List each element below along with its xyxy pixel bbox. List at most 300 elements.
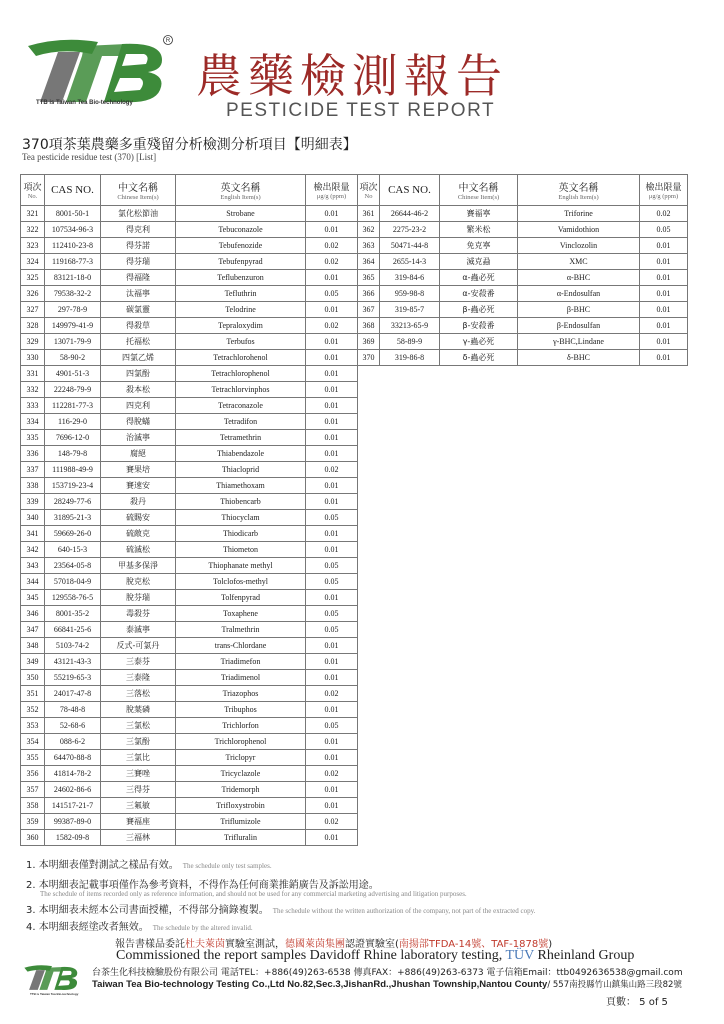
cell-no: 348 xyxy=(21,638,45,654)
cell-en-name: α-Endosulfan xyxy=(518,286,640,302)
cell-limit: 0.01 xyxy=(306,830,358,846)
cell-no: 345 xyxy=(21,590,45,606)
cell-no: 347 xyxy=(21,622,45,638)
table-row xyxy=(358,270,688,286)
cell-no: 322 xyxy=(21,222,45,238)
cell-en-name: Vamidothion xyxy=(518,222,640,238)
cell-en-name: δ-BHC xyxy=(518,350,640,366)
cell-cas: 31895-21-3 xyxy=(45,510,101,526)
note-2: 2. 本明細表記載事項僅作為參考資料，不得作為任何商業推銷廣告及訴訟用途。 xyxy=(26,880,379,891)
cell-limit: 0.01 xyxy=(640,334,688,350)
cell-cas: 24017-47-8 xyxy=(45,686,101,702)
table-row xyxy=(21,542,358,558)
cell-cas: 319-86-8 xyxy=(380,350,440,366)
table-row xyxy=(21,750,358,766)
cell-en-name: Terbufos xyxy=(176,334,306,350)
cell-en-name: Thiophanate methyl xyxy=(176,558,306,574)
cell-zh-name: 殺丹 xyxy=(101,494,176,510)
cell-cas: 4901-51-3 xyxy=(45,366,101,382)
table-row xyxy=(21,782,358,798)
table-row xyxy=(21,286,358,302)
cell-no: 357 xyxy=(21,782,45,798)
cell-cas: 28249-77-6 xyxy=(45,494,101,510)
table-row xyxy=(21,206,358,222)
cell-zh-name: 殺本松 xyxy=(101,382,176,398)
cell-zh-name: 繁米松 xyxy=(440,222,518,238)
cell-limit: 0.05 xyxy=(306,622,358,638)
cell-cas: 8001-50-1 xyxy=(45,206,101,222)
cell-limit: 0.01 xyxy=(306,590,358,606)
cell-zh-name: 滅克蝨 xyxy=(440,254,518,270)
cell-en-name: Teflubenzuron xyxy=(176,270,306,286)
cell-zh-name: 脫芬瑞 xyxy=(101,590,176,606)
cell-no: 353 xyxy=(21,718,45,734)
cell-en-name: Triflumizole xyxy=(176,814,306,830)
table-row xyxy=(21,590,358,606)
cell-cas: 088-6-2 xyxy=(45,734,101,750)
cell-cas: 319-85-7 xyxy=(380,302,440,318)
cell-no: 350 xyxy=(21,670,45,686)
cell-zh-name: 三氯比 xyxy=(101,750,176,766)
cell-no: 351 xyxy=(21,686,45,702)
cell-cas: 52-68-6 xyxy=(45,718,101,734)
cell-cas: 129558-76-5 xyxy=(45,590,101,606)
cell-en-name: Triforine xyxy=(518,206,640,222)
cell-en-name: β-BHC xyxy=(518,302,640,318)
cell-en-name: Thiacloprid xyxy=(176,462,306,478)
table-row xyxy=(21,414,358,430)
cell-no: 324 xyxy=(21,254,45,270)
cell-no: 368 xyxy=(358,318,380,334)
pesticide-table-right xyxy=(357,174,688,366)
cell-en-name: Tefluthrin xyxy=(176,286,306,302)
cell-en-name: Thiobencarb xyxy=(176,494,306,510)
cell-no: 362 xyxy=(358,222,380,238)
cell-limit: 0.05 xyxy=(306,286,358,302)
cell-no: 339 xyxy=(21,494,45,510)
cell-no: 328 xyxy=(21,318,45,334)
cell-cas: 112281-77-3 xyxy=(45,398,101,414)
cell-cas: 111988-49-9 xyxy=(45,462,101,478)
cell-cas: 2275-23-2 xyxy=(380,222,440,238)
table-row xyxy=(358,254,688,270)
table-row xyxy=(21,270,358,286)
note-2-en: The schedule of items recorded only as reference information, and should not be used for any commercial marketing advertising and litigation purposes. xyxy=(40,890,467,898)
cell-en-name: Trifloxystrobin xyxy=(176,798,306,814)
cell-zh-name: 四克利 xyxy=(101,398,176,414)
cell-no: 321 xyxy=(21,206,45,222)
cell-no: 343 xyxy=(21,558,45,574)
cell-no: 369 xyxy=(358,334,380,350)
table-row xyxy=(21,526,358,542)
cell-cas: 141517-21-7 xyxy=(45,798,101,814)
cell-no: 332 xyxy=(21,382,45,398)
cell-no: 338 xyxy=(21,478,45,494)
cell-no: 333 xyxy=(21,398,45,414)
table-row xyxy=(21,654,358,670)
table-row xyxy=(21,830,358,846)
cell-limit: 0.01 xyxy=(640,318,688,334)
cell-en-name: Thiocyclam xyxy=(176,510,306,526)
note-4: 4. 本明細表經塗改者無效。 The schedule by the altered invalid. xyxy=(26,922,253,933)
cell-no: 370 xyxy=(358,350,380,366)
cell-en-name: Tebuconazole xyxy=(176,222,306,238)
cell-zh-name: 氯化松節油 xyxy=(101,206,176,222)
note-1: 1. 本明細表僅對測試之樣品有效。 The schedule only test samples. xyxy=(26,860,272,871)
cell-limit: 0.01 xyxy=(640,350,688,366)
cell-en-name: Tralmethrin xyxy=(176,622,306,638)
cell-limit: 0.05 xyxy=(640,222,688,238)
cell-en-name: Strobane xyxy=(176,206,306,222)
cell-en-name: XMC xyxy=(518,254,640,270)
cell-en-name: Thiamethoxam xyxy=(176,478,306,494)
table-header-row xyxy=(358,175,688,206)
table-row xyxy=(21,718,358,734)
cell-no: 367 xyxy=(358,302,380,318)
table-row xyxy=(21,606,358,622)
cell-limit: 0.01 xyxy=(640,302,688,318)
table-header-row xyxy=(21,175,358,206)
cell-limit: 0.01 xyxy=(306,206,358,222)
cell-no: 363 xyxy=(358,238,380,254)
cell-cas: 297-78-9 xyxy=(45,302,101,318)
table-row xyxy=(21,478,358,494)
cell-en-name: Tridemorph xyxy=(176,782,306,798)
cell-en-name: β-Endosulfan xyxy=(518,318,640,334)
cell-en-name: Tolfenpyrad xyxy=(176,590,306,606)
cell-zh-name: 得脫蟎 xyxy=(101,414,176,430)
table-row xyxy=(358,334,688,350)
cell-en-name: Tetramethrin xyxy=(176,430,306,446)
cell-cas: 148-79-8 xyxy=(45,446,101,462)
cell-en-name: Trichlorophenol xyxy=(176,734,306,750)
cell-cas: 107534-96-3 xyxy=(45,222,101,238)
table-row xyxy=(358,238,688,254)
cell-limit: 0.02 xyxy=(306,686,358,702)
cell-limit: 0.02 xyxy=(640,206,688,222)
cell-zh-name: 毒殺芬 xyxy=(101,606,176,622)
cell-en-name: Tetraconazole xyxy=(176,398,306,414)
col-header-no: 項次 No xyxy=(358,175,380,206)
cell-cas: 119168-77-3 xyxy=(45,254,101,270)
table-row xyxy=(21,302,358,318)
cell-zh-name: 三氯松 xyxy=(101,718,176,734)
cell-limit: 0.01 xyxy=(306,782,358,798)
cell-no: 349 xyxy=(21,654,45,670)
cell-cas: 64470-88-8 xyxy=(45,750,101,766)
cell-limit: 0.01 xyxy=(306,702,358,718)
cell-no: 366 xyxy=(358,286,380,302)
cell-cas: 23564-05-8 xyxy=(45,558,101,574)
cell-no: 365 xyxy=(358,270,380,286)
cell-limit: 0.01 xyxy=(640,238,688,254)
cell-cas: 7696-12-0 xyxy=(45,430,101,446)
cell-no: 352 xyxy=(21,702,45,718)
cell-en-name: Tebufenozide xyxy=(176,238,306,254)
cell-en-name: Triclopyr xyxy=(176,750,306,766)
cell-cas: 78-48-8 xyxy=(45,702,101,718)
col-header-zh-name: 中文名稱 Chinese Item(s) xyxy=(440,175,518,206)
cell-en-name: α-BHC xyxy=(518,270,640,286)
cell-cas: 41814-78-2 xyxy=(45,766,101,782)
cell-limit: 0.01 xyxy=(306,798,358,814)
cell-zh-name: 得殺草 xyxy=(101,318,176,334)
cell-limit: 0.01 xyxy=(306,526,358,542)
cell-cas: 149979-41-9 xyxy=(45,318,101,334)
col-header-limit: 檢出限量 μg/g (ppm) xyxy=(640,175,688,206)
cell-zh-name: 三氟敏 xyxy=(101,798,176,814)
cell-zh-name: 得芬瑞 xyxy=(101,254,176,270)
cell-limit: 0.01 xyxy=(306,446,358,462)
cell-limit: 0.02 xyxy=(306,254,358,270)
table-row xyxy=(21,766,358,782)
cell-no: 355 xyxy=(21,750,45,766)
cell-no: 358 xyxy=(21,798,45,814)
cell-zh-name: 碳氯靈 xyxy=(101,302,176,318)
cell-zh-name: 免克寧 xyxy=(440,238,518,254)
cell-limit: 0.01 xyxy=(306,302,358,318)
cell-cas: 66841-25-6 xyxy=(45,622,101,638)
cell-zh-name: 脫克松 xyxy=(101,574,176,590)
cell-cas: 79538-32-2 xyxy=(45,286,101,302)
col-header-cas: CAS NO. xyxy=(380,175,440,206)
cell-zh-name: α-安殺番 xyxy=(440,286,518,302)
cell-cas: 24602-86-6 xyxy=(45,782,101,798)
cell-limit: 0.02 xyxy=(306,238,358,254)
cell-cas: 116-29-0 xyxy=(45,414,101,430)
cell-limit: 0.02 xyxy=(306,318,358,334)
cell-cas: 50471-44-8 xyxy=(380,238,440,254)
cell-limit: 0.01 xyxy=(306,398,358,414)
commission-statement-en: Commissioned the report samples Davidoff Rhine laboratory testing, TÜV Rheinland Group xyxy=(116,948,635,963)
table-row xyxy=(21,398,358,414)
table-row xyxy=(358,318,688,334)
cell-no: 327 xyxy=(21,302,45,318)
cell-no: 342 xyxy=(21,542,45,558)
cell-limit: 0.01 xyxy=(306,750,358,766)
cell-no: 337 xyxy=(21,462,45,478)
cell-limit: 0.01 xyxy=(306,478,358,494)
cell-en-name: Trifluralin xyxy=(176,830,306,846)
cell-cas: 13071-79-9 xyxy=(45,334,101,350)
cell-en-name: Tetradifon xyxy=(176,414,306,430)
cell-no: 334 xyxy=(21,414,45,430)
cell-no: 341 xyxy=(21,526,45,542)
table-row xyxy=(358,206,688,222)
cell-cas: 33213-65-9 xyxy=(380,318,440,334)
table-row xyxy=(21,686,358,702)
table-row xyxy=(21,222,358,238)
cell-no: 325 xyxy=(21,270,45,286)
cell-no: 323 xyxy=(21,238,45,254)
cell-en-name: Trichlorfon xyxy=(176,718,306,734)
logo-caption: TTB is Taiwan Tea Bio-technology xyxy=(36,100,133,106)
table-row xyxy=(21,430,358,446)
cell-limit: 0.02 xyxy=(306,462,358,478)
cell-en-name: Triazophos xyxy=(176,686,306,702)
cell-en-name: trans-Chlordane xyxy=(176,638,306,654)
table-row xyxy=(358,302,688,318)
cell-en-name: Toxaphene xyxy=(176,606,306,622)
cell-limit: 0.01 xyxy=(306,734,358,750)
cell-no: 326 xyxy=(21,286,45,302)
cell-en-name: Tolclofos-methyl xyxy=(176,574,306,590)
table-row xyxy=(21,702,358,718)
cell-cas: 55219-65-3 xyxy=(45,670,101,686)
cell-cas: 58-90-2 xyxy=(45,350,101,366)
col-header-no: 項次 No. xyxy=(21,175,45,206)
cell-limit: 0.05 xyxy=(306,510,358,526)
table-row xyxy=(21,670,358,686)
cell-no: 335 xyxy=(21,430,45,446)
cell-zh-name: β-安殺番 xyxy=(440,318,518,334)
cell-cas: 640-15-3 xyxy=(45,542,101,558)
note-3: 3. 本明細表未經本公司書面授權，不得部分摘錄複製。 The schedule without the written authorization of the company, not part of the extracted copy. xyxy=(26,905,536,916)
table-row xyxy=(21,254,358,270)
cell-limit: 0.02 xyxy=(306,814,358,830)
table-row xyxy=(21,238,358,254)
table-row xyxy=(358,286,688,302)
svg-text:R: R xyxy=(165,38,171,44)
col-header-zh-name: 中文名稱 Chinese Item(s) xyxy=(101,175,176,206)
table-row xyxy=(358,350,688,366)
cell-limit: 0.01 xyxy=(640,286,688,302)
cell-zh-name: 四氯酚 xyxy=(101,366,176,382)
cell-zh-name: 得克利 xyxy=(101,222,176,238)
cell-zh-name: β-蟲必死 xyxy=(440,302,518,318)
cell-limit: 0.01 xyxy=(306,270,358,286)
table-row xyxy=(21,366,358,382)
company-address: Taiwan Tea Bio-technology Testing Co.,Ltd No.82,Sec.3,JishanRd.,Jhushan Township,Nantou County/ 557南投縣竹山鎮集山路三段82號 xyxy=(92,979,682,990)
cell-zh-name: 賽果培 xyxy=(101,462,176,478)
cell-zh-name: 硫賜安 xyxy=(101,510,176,526)
cell-zh-name: 三泰隆 xyxy=(101,670,176,686)
table-row xyxy=(21,382,358,398)
cell-limit: 0.05 xyxy=(306,558,358,574)
cell-zh-name: 脫葉磷 xyxy=(101,702,176,718)
cell-cas: 57018-04-9 xyxy=(45,574,101,590)
cell-no: 354 xyxy=(21,734,45,750)
cell-zh-name: 三賽唑 xyxy=(101,766,176,782)
cell-limit: 0.05 xyxy=(306,718,358,734)
cell-zh-name: 腐絕 xyxy=(101,446,176,462)
cell-zh-name: 三得芬 xyxy=(101,782,176,798)
cell-zh-name: 三泰芬 xyxy=(101,654,176,670)
footer-ttb-logo xyxy=(22,960,82,996)
table-row xyxy=(21,734,358,750)
cell-cas: 1582-09-8 xyxy=(45,830,101,846)
cell-en-name: Tepraloxydim xyxy=(176,318,306,334)
cell-cas: 112410-23-8 xyxy=(45,238,101,254)
cell-en-name: Vinclozolin xyxy=(518,238,640,254)
table-row xyxy=(21,510,358,526)
cell-zh-name: 托福松 xyxy=(101,334,176,350)
table-row xyxy=(358,222,688,238)
cell-limit: 0.02 xyxy=(306,766,358,782)
table-row xyxy=(21,814,358,830)
cell-zh-name: α-蟲必死 xyxy=(440,270,518,286)
table-row xyxy=(21,798,358,814)
cell-cas: 153719-23-4 xyxy=(45,478,101,494)
cell-zh-name: 得福隆 xyxy=(101,270,176,286)
report-title-en: PESTICIDE TEST REPORT xyxy=(226,100,496,121)
cell-no: 364 xyxy=(358,254,380,270)
cell-zh-name: 賽福寧 xyxy=(440,206,518,222)
pesticide-table-left xyxy=(20,174,358,846)
cell-limit: 0.05 xyxy=(306,606,358,622)
cell-en-name: Tetrachlorvinphos xyxy=(176,382,306,398)
cell-en-name: Triadimenol xyxy=(176,670,306,686)
cell-limit: 0.01 xyxy=(306,382,358,398)
cell-zh-name: 賽福座 xyxy=(101,814,176,830)
cell-limit: 0.01 xyxy=(306,350,358,366)
cell-zh-name: 得芬諾 xyxy=(101,238,176,254)
cell-zh-name: 反式-可氯丹 xyxy=(101,638,176,654)
cell-zh-name: 賽速安 xyxy=(101,478,176,494)
cell-cas: 99387-89-0 xyxy=(45,814,101,830)
cell-zh-name: 三落松 xyxy=(101,686,176,702)
cell-en-name: Tribuphos xyxy=(176,702,306,718)
cell-limit: 0.01 xyxy=(306,366,358,382)
col-header-cas: CAS NO. xyxy=(45,175,101,206)
cell-zh-name: 三氯酚 xyxy=(101,734,176,750)
cell-no: 329 xyxy=(21,334,45,350)
cell-limit: 0.01 xyxy=(306,222,358,238)
cell-cas: 959-98-8 xyxy=(380,286,440,302)
table-row xyxy=(21,334,358,350)
cell-limit: 0.01 xyxy=(306,542,358,558)
cell-cas: 22248-79-9 xyxy=(45,382,101,398)
cell-no: 336 xyxy=(21,446,45,462)
cell-en-name: Tetrachlorophenol xyxy=(176,366,306,382)
cell-zh-name: 治滅寧 xyxy=(101,430,176,446)
table-row xyxy=(21,558,358,574)
section-subtitle: Tea pesticide residue test (370) [List] xyxy=(22,152,157,162)
page-number: 頁數： 5 of 5 xyxy=(606,997,668,1008)
cell-zh-name: δ-蟲必死 xyxy=(440,350,518,366)
table-row xyxy=(21,622,358,638)
cell-limit: 0.01 xyxy=(306,654,358,670)
cell-limit: 0.01 xyxy=(306,638,358,654)
cell-zh-name: 硫滅松 xyxy=(101,542,176,558)
commission-statement-zh: 報告書樣品委託杜夫萊茵實驗室測試，德國萊茵集團認證實驗室(南揚部TFDA-14號、TAF-1878號) xyxy=(115,939,553,950)
cell-no: 330 xyxy=(21,350,45,366)
cell-limit: 0.01 xyxy=(306,334,358,350)
cell-zh-name: 四氯乙烯 xyxy=(101,350,176,366)
cell-no: 346 xyxy=(21,606,45,622)
cell-cas: 319-84-6 xyxy=(380,270,440,286)
cell-limit: 0.01 xyxy=(306,414,358,430)
cell-en-name: Triadimefon xyxy=(176,654,306,670)
cell-limit: 0.01 xyxy=(306,670,358,686)
company-contact: 台茶生化科技檢驗股份有限公司 電話TEL：+886(49)263-6538 傳真FAX：+886(49)263-6373 電子信箱Email：ttb0492636538@gmail.com xyxy=(92,968,683,978)
cell-limit: 0.01 xyxy=(306,430,358,446)
table-row xyxy=(21,446,358,462)
cell-no: 331 xyxy=(21,366,45,382)
cell-en-name: γ-BHC,Lindane xyxy=(518,334,640,350)
col-header-limit: 檢出限量 μg/g (ppm) xyxy=(306,175,358,206)
cell-en-name: Tricyclazole xyxy=(176,766,306,782)
cell-en-name: Thiometon xyxy=(176,542,306,558)
cell-limit: 0.05 xyxy=(306,574,358,590)
cell-cas: 8001-35-2 xyxy=(45,606,101,622)
table-row xyxy=(21,574,358,590)
cell-limit: 0.01 xyxy=(640,270,688,286)
cell-cas: 83121-18-0 xyxy=(45,270,101,286)
table-row xyxy=(21,318,358,334)
cell-en-name: Thiodicarb xyxy=(176,526,306,542)
cell-cas: 43121-43-3 xyxy=(45,654,101,670)
